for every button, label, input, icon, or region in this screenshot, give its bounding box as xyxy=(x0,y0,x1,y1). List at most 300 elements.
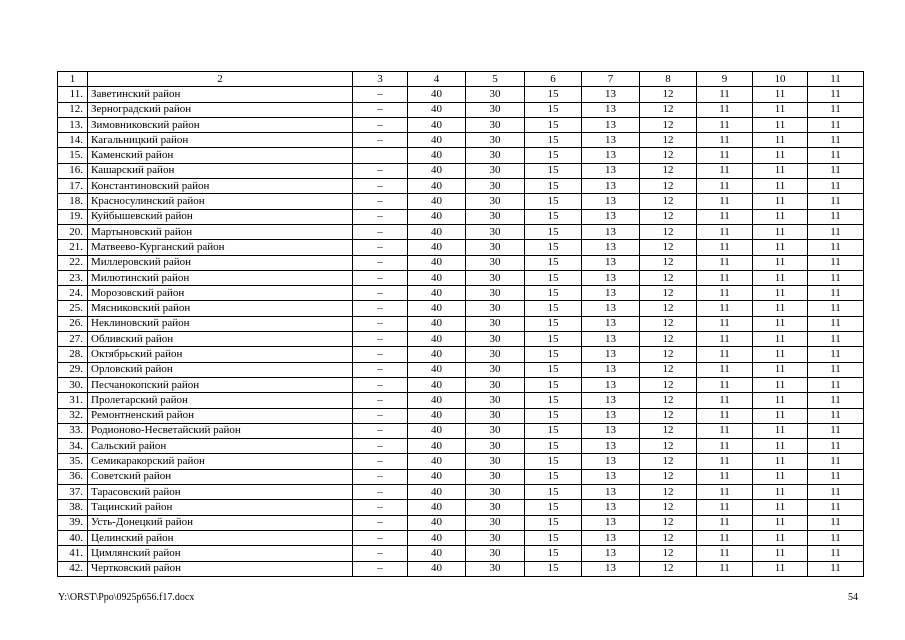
value-cell: – xyxy=(353,286,408,301)
table-row xyxy=(58,87,864,102)
row-number-cell: 24. xyxy=(58,286,88,301)
value-cell: 30 xyxy=(466,546,525,561)
table-row xyxy=(58,209,864,224)
row-number-cell: 37. xyxy=(58,485,88,500)
value-cell: – xyxy=(353,423,408,438)
value-cell: 11 xyxy=(697,530,753,545)
row-number-cell: 26. xyxy=(58,316,88,331)
value-cell: – xyxy=(353,408,408,423)
value-cell: 11 xyxy=(753,209,808,224)
row-number-cell: 18. xyxy=(58,194,88,209)
value-cell: 15 xyxy=(525,377,582,392)
value-cell: – xyxy=(353,163,408,178)
column-header: 9 xyxy=(697,72,753,87)
value-cell: 30 xyxy=(466,377,525,392)
value-cell: 12 xyxy=(640,530,697,545)
table-row xyxy=(58,393,864,408)
district-name-cell: Сальский район xyxy=(88,439,353,454)
value-cell: 11 xyxy=(808,240,864,255)
value-cell: 15 xyxy=(525,347,582,362)
value-cell: 30 xyxy=(466,469,525,484)
value-cell: 11 xyxy=(808,530,864,545)
value-cell: 12 xyxy=(640,255,697,270)
value-cell: 12 xyxy=(640,270,697,285)
value-cell: 12 xyxy=(640,561,697,576)
row-number-cell: 21. xyxy=(58,240,88,255)
row-number-cell: 40. xyxy=(58,530,88,545)
value-cell: 40 xyxy=(408,362,466,377)
value-cell: 11 xyxy=(753,408,808,423)
value-cell: 15 xyxy=(525,530,582,545)
value-cell: 15 xyxy=(525,270,582,285)
value-cell: – xyxy=(353,347,408,362)
district-name-cell: Тарасовский район xyxy=(88,485,353,500)
value-cell: 11 xyxy=(753,362,808,377)
column-header: 7 xyxy=(582,72,640,87)
value-cell: 30 xyxy=(466,179,525,194)
value-cell: 11 xyxy=(753,454,808,469)
value-cell: – xyxy=(353,332,408,347)
district-name-cell: Семикаракорский район xyxy=(88,454,353,469)
value-cell: 11 xyxy=(697,485,753,500)
value-cell: 11 xyxy=(753,469,808,484)
table-row xyxy=(58,515,864,530)
district-name-cell: Усть-Донецкий район xyxy=(88,515,353,530)
value-cell: 11 xyxy=(697,117,753,132)
value-cell: 11 xyxy=(808,301,864,316)
value-cell: 11 xyxy=(808,163,864,178)
value-cell: 15 xyxy=(525,133,582,148)
value-cell: 40 xyxy=(408,87,466,102)
value-cell: 12 xyxy=(640,332,697,347)
table-row xyxy=(58,439,864,454)
value-cell: 30 xyxy=(466,423,525,438)
district-name-cell: Цимлянский район xyxy=(88,546,353,561)
value-cell: 12 xyxy=(640,347,697,362)
value-cell: – xyxy=(353,87,408,102)
value-cell: 15 xyxy=(525,209,582,224)
value-cell: 15 xyxy=(525,561,582,576)
value-cell: 13 xyxy=(582,423,640,438)
value-cell: 12 xyxy=(640,469,697,484)
value-cell: 11 xyxy=(697,148,753,163)
district-name-cell: Зерноградский район xyxy=(88,102,353,117)
district-name-cell: Неклиновский район xyxy=(88,316,353,331)
value-cell: 15 xyxy=(525,301,582,316)
value-cell: 15 xyxy=(525,117,582,132)
value-cell: 11 xyxy=(697,316,753,331)
value-cell: 13 xyxy=(582,102,640,117)
table-row xyxy=(58,530,864,545)
table-row xyxy=(58,240,864,255)
value-cell: 13 xyxy=(582,194,640,209)
value-cell: – xyxy=(353,102,408,117)
table-row xyxy=(58,194,864,209)
value-cell: 11 xyxy=(697,423,753,438)
column-header: 8 xyxy=(640,72,697,87)
table-row xyxy=(58,408,864,423)
district-name-cell: Куйбышевский район xyxy=(88,209,353,224)
table-row xyxy=(58,179,864,194)
value-cell: 15 xyxy=(525,546,582,561)
row-number-cell: 29. xyxy=(58,362,88,377)
value-cell: 11 xyxy=(808,377,864,392)
table-row xyxy=(58,485,864,500)
row-number-cell: 34. xyxy=(58,439,88,454)
row-number-cell: 11. xyxy=(58,87,88,102)
value-cell: – xyxy=(353,133,408,148)
value-cell: 15 xyxy=(525,194,582,209)
value-cell: 15 xyxy=(525,423,582,438)
value-cell: 12 xyxy=(640,179,697,194)
value-cell: – xyxy=(353,561,408,576)
district-name-cell: Родионово-Несветайский район xyxy=(88,423,353,438)
value-cell: 40 xyxy=(408,469,466,484)
value-cell: 40 xyxy=(408,439,466,454)
value-cell: 11 xyxy=(808,133,864,148)
value-cell: 15 xyxy=(525,102,582,117)
district-name-cell: Октябрьский район xyxy=(88,347,353,362)
value-cell: 11 xyxy=(753,377,808,392)
district-name-cell: Песчанокопский район xyxy=(88,377,353,392)
value-cell: 11 xyxy=(753,332,808,347)
value-cell: 30 xyxy=(466,87,525,102)
value-cell: 11 xyxy=(808,179,864,194)
value-cell: 12 xyxy=(640,163,697,178)
value-cell: 40 xyxy=(408,255,466,270)
value-cell: 11 xyxy=(753,423,808,438)
value-cell: 11 xyxy=(808,286,864,301)
value-cell: 40 xyxy=(408,179,466,194)
value-cell: 11 xyxy=(808,362,864,377)
table-row xyxy=(58,423,864,438)
value-cell: 13 xyxy=(582,209,640,224)
value-cell: 11 xyxy=(697,561,753,576)
value-cell: – xyxy=(353,546,408,561)
value-cell: 15 xyxy=(525,500,582,515)
value-cell: 11 xyxy=(753,485,808,500)
value-cell: 11 xyxy=(808,469,864,484)
row-number-cell: 42. xyxy=(58,561,88,576)
value-cell: 13 xyxy=(582,117,640,132)
value-cell: 40 xyxy=(408,347,466,362)
value-cell: 11 xyxy=(697,454,753,469)
value-cell: 11 xyxy=(753,87,808,102)
value-cell: 11 xyxy=(808,408,864,423)
value-cell: 30 xyxy=(466,347,525,362)
value-cell: 11 xyxy=(697,377,753,392)
value-cell: 12 xyxy=(640,515,697,530)
value-cell: 30 xyxy=(466,439,525,454)
district-name-cell: Каменский район xyxy=(88,148,353,163)
value-cell: 30 xyxy=(466,393,525,408)
value-cell: 40 xyxy=(408,561,466,576)
value-cell: 30 xyxy=(466,332,525,347)
value-cell: 11 xyxy=(808,546,864,561)
value-cell: 40 xyxy=(408,454,466,469)
value-cell: – xyxy=(353,209,408,224)
row-number-cell: 31. xyxy=(58,393,88,408)
value-cell: 13 xyxy=(582,362,640,377)
value-cell: 30 xyxy=(466,515,525,530)
value-cell: 30 xyxy=(466,255,525,270)
value-cell: 11 xyxy=(697,362,753,377)
value-cell: 40 xyxy=(408,530,466,545)
value-cell: 11 xyxy=(808,316,864,331)
value-cell: 30 xyxy=(466,362,525,377)
value-cell: 11 xyxy=(808,224,864,239)
table-row xyxy=(58,332,864,347)
row-number-cell: 36. xyxy=(58,469,88,484)
value-cell: 12 xyxy=(640,423,697,438)
value-cell: 40 xyxy=(408,240,466,255)
table-row xyxy=(58,362,864,377)
column-header: 2 xyxy=(88,72,353,87)
value-cell: 12 xyxy=(640,286,697,301)
value-cell: 15 xyxy=(525,240,582,255)
value-cell: 11 xyxy=(697,179,753,194)
value-cell: 40 xyxy=(408,485,466,500)
row-number-cell: 41. xyxy=(58,546,88,561)
value-cell: 40 xyxy=(408,224,466,239)
value-cell: 12 xyxy=(640,240,697,255)
value-cell: 30 xyxy=(466,408,525,423)
table-row xyxy=(58,469,864,484)
row-number-cell: 35. xyxy=(58,454,88,469)
value-cell: 40 xyxy=(408,163,466,178)
value-cell: – xyxy=(353,194,408,209)
value-cell: 15 xyxy=(525,485,582,500)
value-cell: 13 xyxy=(582,286,640,301)
value-cell: 30 xyxy=(466,240,525,255)
value-cell: 11 xyxy=(753,561,808,576)
column-header: 5 xyxy=(466,72,525,87)
district-name-cell: Целинский район xyxy=(88,530,353,545)
value-cell: 40 xyxy=(408,423,466,438)
value-cell: 11 xyxy=(753,255,808,270)
value-cell: 11 xyxy=(753,286,808,301)
row-number-cell: 17. xyxy=(58,179,88,194)
value-cell: 11 xyxy=(697,500,753,515)
value-cell: 11 xyxy=(753,133,808,148)
row-number-cell: 13. xyxy=(58,117,88,132)
row-number-cell: 38. xyxy=(58,500,88,515)
value-cell: 13 xyxy=(582,301,640,316)
row-number-cell: 22. xyxy=(58,255,88,270)
value-cell: 13 xyxy=(582,500,640,515)
value-cell: 11 xyxy=(808,485,864,500)
table-row xyxy=(58,148,864,163)
value-cell: 13 xyxy=(582,393,640,408)
table-row xyxy=(58,561,864,576)
table-row xyxy=(58,117,864,132)
value-cell: 40 xyxy=(408,117,466,132)
value-cell: 11 xyxy=(753,163,808,178)
value-cell: 11 xyxy=(753,347,808,362)
row-number-cell: 14. xyxy=(58,133,88,148)
value-cell: – xyxy=(353,179,408,194)
value-cell: 11 xyxy=(753,500,808,515)
value-cell: 13 xyxy=(582,439,640,454)
district-name-cell: Кашарский район xyxy=(88,163,353,178)
value-cell: 11 xyxy=(697,102,753,117)
row-number-cell: 32. xyxy=(58,408,88,423)
value-cell: – xyxy=(353,240,408,255)
value-cell: 11 xyxy=(753,530,808,545)
value-cell: 11 xyxy=(753,224,808,239)
value-cell: 30 xyxy=(466,133,525,148)
value-cell: 30 xyxy=(466,163,525,178)
value-cell: – xyxy=(353,117,408,132)
value-cell: 11 xyxy=(808,347,864,362)
value-cell: 15 xyxy=(525,286,582,301)
value-cell: 11 xyxy=(753,117,808,132)
value-cell: 40 xyxy=(408,377,466,392)
value-cell: 30 xyxy=(466,194,525,209)
value-cell: 30 xyxy=(466,270,525,285)
district-name-cell: Красносулинский район xyxy=(88,194,353,209)
data-table xyxy=(57,71,864,577)
value-cell: 11 xyxy=(697,546,753,561)
value-cell: 11 xyxy=(753,515,808,530)
column-header: 6 xyxy=(525,72,582,87)
value-cell: 40 xyxy=(408,194,466,209)
value-cell: 40 xyxy=(408,301,466,316)
value-cell: 30 xyxy=(466,454,525,469)
value-cell: 12 xyxy=(640,87,697,102)
value-cell: 13 xyxy=(582,148,640,163)
value-cell: 15 xyxy=(525,408,582,423)
value-cell: 15 xyxy=(525,439,582,454)
value-cell: 12 xyxy=(640,377,697,392)
value-cell: – xyxy=(353,469,408,484)
district-name-cell: Кагальницкий район xyxy=(88,133,353,148)
value-cell: 11 xyxy=(697,270,753,285)
value-cell: 11 xyxy=(808,393,864,408)
value-cell: 11 xyxy=(697,286,753,301)
value-cell: 13 xyxy=(582,347,640,362)
value-cell: 11 xyxy=(697,255,753,270)
value-cell: 40 xyxy=(408,133,466,148)
value-cell: 12 xyxy=(640,408,697,423)
value-cell: 13 xyxy=(582,454,640,469)
value-cell: 15 xyxy=(525,179,582,194)
value-cell: 15 xyxy=(525,255,582,270)
value-cell: 40 xyxy=(408,546,466,561)
value-cell: 12 xyxy=(640,454,697,469)
value-cell: 15 xyxy=(525,87,582,102)
column-header: 4 xyxy=(408,72,466,87)
value-cell: 11 xyxy=(753,546,808,561)
table-row xyxy=(58,316,864,331)
value-cell: 12 xyxy=(640,102,697,117)
value-cell: – xyxy=(353,530,408,545)
district-name-cell: Миллеровский район xyxy=(88,255,353,270)
value-cell: 13 xyxy=(582,87,640,102)
value-cell: 15 xyxy=(525,148,582,163)
value-cell: 30 xyxy=(466,224,525,239)
value-cell: 30 xyxy=(466,286,525,301)
table-body xyxy=(58,87,864,577)
column-header: 11 xyxy=(808,72,864,87)
row-number-cell: 25. xyxy=(58,301,88,316)
value-cell: 11 xyxy=(697,347,753,362)
value-cell: 12 xyxy=(640,148,697,163)
district-name-cell: Заветинский район xyxy=(88,87,353,102)
value-cell: 11 xyxy=(697,393,753,408)
value-cell: 11 xyxy=(808,500,864,515)
value-cell: 11 xyxy=(808,332,864,347)
value-cell: 15 xyxy=(525,316,582,331)
value-cell: 11 xyxy=(808,255,864,270)
value-cell: 11 xyxy=(753,316,808,331)
value-cell: 12 xyxy=(640,117,697,132)
value-cell: 13 xyxy=(582,179,640,194)
district-name-cell: Ремонтненский район xyxy=(88,408,353,423)
district-name-cell: Мясниковский район xyxy=(88,301,353,316)
value-cell: 40 xyxy=(408,393,466,408)
value-cell: 12 xyxy=(640,301,697,316)
table-row xyxy=(58,255,864,270)
value-cell: 11 xyxy=(753,393,808,408)
value-cell: 11 xyxy=(753,194,808,209)
value-cell: 40 xyxy=(408,286,466,301)
value-cell: 11 xyxy=(808,209,864,224)
value-cell: 30 xyxy=(466,117,525,132)
footer-page-number: 54 xyxy=(848,592,858,603)
value-cell: 11 xyxy=(697,469,753,484)
row-number-cell: 12. xyxy=(58,102,88,117)
row-number-cell: 28. xyxy=(58,347,88,362)
value-cell: 40 xyxy=(408,316,466,331)
value-cell: 30 xyxy=(466,485,525,500)
value-cell: – xyxy=(353,485,408,500)
table-row xyxy=(58,301,864,316)
value-cell: 11 xyxy=(753,148,808,163)
value-cell: – xyxy=(353,301,408,316)
table-row xyxy=(58,224,864,239)
value-cell: 40 xyxy=(408,209,466,224)
value-cell: 12 xyxy=(640,133,697,148)
value-cell: – xyxy=(353,362,408,377)
value-cell: 13 xyxy=(582,270,640,285)
district-name-cell: Морозовский район xyxy=(88,286,353,301)
value-cell: 11 xyxy=(697,515,753,530)
value-cell: 13 xyxy=(582,224,640,239)
value-cell: 11 xyxy=(753,439,808,454)
row-number-cell: 33. xyxy=(58,423,88,438)
value-cell: 30 xyxy=(466,500,525,515)
value-cell: – xyxy=(353,439,408,454)
value-cell: 30 xyxy=(466,148,525,163)
footer-file-path: Y:\ORST\Ppo\0925p656.f17.docx xyxy=(58,592,195,603)
value-cell: 11 xyxy=(697,163,753,178)
district-name-cell: Обливский район xyxy=(88,332,353,347)
value-cell: 12 xyxy=(640,439,697,454)
value-cell: 11 xyxy=(753,301,808,316)
value-cell: 11 xyxy=(753,270,808,285)
table-row xyxy=(58,163,864,178)
table-row xyxy=(58,546,864,561)
value-cell: 12 xyxy=(640,393,697,408)
value-cell: 11 xyxy=(808,423,864,438)
value-cell: 11 xyxy=(753,240,808,255)
value-cell: – xyxy=(353,500,408,515)
table-row xyxy=(58,377,864,392)
district-name-cell: Мартыновский район xyxy=(88,224,353,239)
value-cell: 11 xyxy=(808,117,864,132)
value-cell: 11 xyxy=(697,439,753,454)
